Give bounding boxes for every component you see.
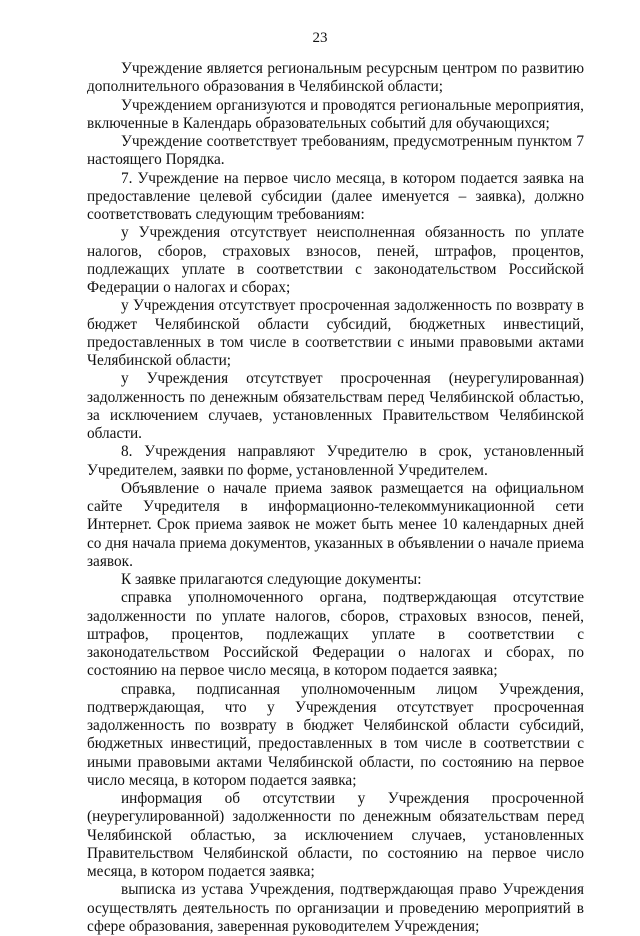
paragraph-debt-information: информация об отсутствии у Учреждения просроченной (неурегулированной) задолженности по денежным обязательствам перед Челябинской областью, за исключением случаев, установленных Правительством Челябинской области, по состоянию на первое число месяца, в котором подается заявка;	[87, 790, 584, 880]
paragraph-no-tax-debt: у Учреждения отсутствует неисполненная обязанность по уплате налогов, сборов, страховых взносов, пеней, штрафов, процентов, подлежащих уплате в соответствии с законодательством Российской Федерации о налогах и сборах;	[87, 224, 584, 296]
paragraph-item-7: 7. Учреждение на первое число месяца, в котором подается заявка на предоставление целевой субсидии (далее именуется – заявка), должно соответствовать следующим требованиям:	[87, 169, 584, 223]
paragraph-signed-certificate: справка, подписанная уполномоченным лицом Учреждения, подтверждающая, что у Учреждения отсутствует просроченная задолженность по возврату в бюджет Челябинской области субсидий, бюджетных инвестиций, предоставленных в том числе в соответствии с иными правовыми актами Челябинской области, по состоянию на первое число месяца, в котором подается заявка;	[87, 680, 584, 789]
paragraph-charter-extract: выписка из устава Учреждения, подтверждающая право Учреждения осуществлять деятельность по организации и проведению мероприятий в сфере образования, заверенная руководителем Учреждения;	[87, 881, 584, 935]
page-number: 23	[312, 30, 328, 46]
paragraph-resource-center: Учреждение является региональным ресурсным центром по развитию дополнительного образования в Челябинской области;	[87, 60, 584, 96]
paragraph-item-8: 8. Учреждения направляют Учредителю в срок, установленный Учредителем, заявки по форме, установленной Учредителем.	[87, 443, 584, 479]
paragraph-attached-documents: К заявке прилагаются следующие документы:	[121, 571, 422, 588]
paragraph-no-unsettled-debt: у Учреждения отсутствует просроченная (неурегулированная) задолженность по денежным обязательствам перед Челябинской областью, за исключением случаев, установленных Правительством Челябинской области.	[87, 370, 584, 442]
paragraph-requirements-compliance: Учреждение соответствует требованиям, предусмотренным пунктом 7 настоящего Порядка.	[87, 133, 584, 169]
paragraph-tax-certificate: справка уполномоченного органа, подтверждающая отсутствие задолженности по уплате налогов, сборов, страховых взносов, пеней, штрафов, процентов, подлежащих уплате в соответствии с законодательством Российской Федерации о налогах и сборах, по состоянию на первое число месяца, в котором подается заявка;	[87, 589, 584, 680]
paragraph-no-overdue-subsidy-debt: у Учреждения отсутствует просроченная задолженность по возврату в бюджет Челябинской области субсидий, бюджетных инвестиций, предоставленных в том числе в соответствии с иными правовыми актами Челябинской области;	[87, 297, 584, 369]
document-body	[87, 60, 584, 936]
paragraph-announcement: Объявление о начале приема заявок размещается на официальном сайте Учредителя в информационно-телекоммуникационной сети Интернет. Срок приема заявок не может быть менее 10 календарных дней со дня начала приема документов, указанных в объявлении о начале приема заявок.	[87, 479, 584, 570]
paragraph-regional-events: Учреждением организуются и проводятся региональные мероприятия, включенные в Календарь образовательных событий для обучающихся;	[87, 96, 584, 132]
